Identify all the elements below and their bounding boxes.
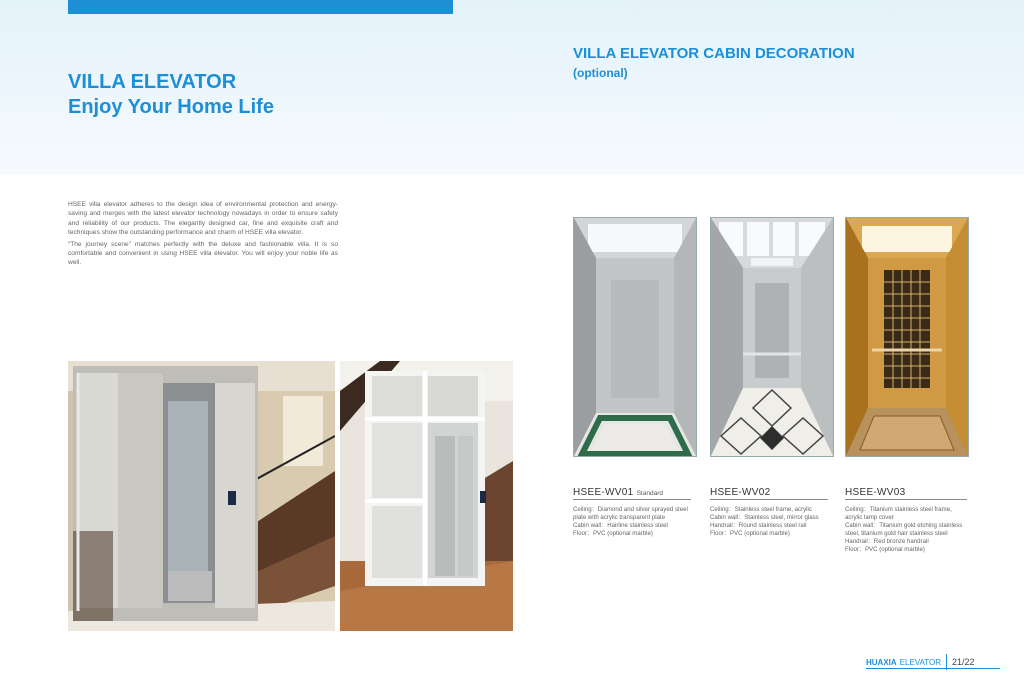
model-label-wv03 xyxy=(845,487,906,498)
model-name-wv01: HSEE-WV01 xyxy=(573,487,634,498)
model-name-wv02: HSEE-WV02 xyxy=(710,487,771,498)
spec-list-wv01 xyxy=(573,506,688,538)
title-line-1: VILLA ELEVATOR xyxy=(68,71,237,93)
cabin-image-wv02 xyxy=(710,217,834,457)
top-accent-bar xyxy=(68,0,453,14)
model-note-standard: Standard xyxy=(636,490,663,497)
spec-line: Cabin wall：Stainless steel, mirror glass xyxy=(710,513,819,521)
spec-line: Handrail：Red bronze handrail xyxy=(845,537,929,545)
page-number: 21/22 xyxy=(952,657,975,667)
cabin-image-wv03 xyxy=(845,217,969,457)
spec-line: Cabin wall：Hairline stainless steel xyxy=(573,521,668,529)
intro-paragraph-1: HSEE villa elevator adheres to the design idea of environmental protection and energy-saving and merges with the latest elevator technology nowadays in order to ensure safety and reliability of our products. The elegantly designed car, fine and exquisite craft and techniques show the outstanding performance and charm of HSEE villa elevator. xyxy=(68,201,338,237)
spec-line: plate with acrylic transparent plate xyxy=(573,513,666,521)
section-title xyxy=(573,44,855,82)
footer-brand-suffix: ELEVATOR xyxy=(899,657,942,667)
spec-line: steel, titanium gold hair stainless steel xyxy=(845,529,948,537)
cabin-image-wv01 xyxy=(573,217,697,457)
spec-line: acrylic lamp cover xyxy=(845,513,894,521)
spec-line: Cabin wall：Titanium gold etching stainless xyxy=(845,521,963,529)
footer-rule xyxy=(866,668,1000,669)
model-name-wv03: HSEE-WV03 xyxy=(845,487,906,498)
model-label-wv01 xyxy=(573,487,663,498)
spec-line: Floor：PVC (optional marble) xyxy=(710,529,790,537)
spec-line: Floor：PVC (optional marble) xyxy=(573,529,653,537)
spec-list-wv03 xyxy=(845,506,962,553)
spec-line: Ceiling：Diamond and silver sprayed steel xyxy=(573,506,688,513)
footer-brand: HUAXIA xyxy=(866,657,897,667)
villa-elevator-photo-2 xyxy=(340,361,513,631)
spec-line: Handrail：Round stainless steel rail xyxy=(710,521,807,529)
model-underline-wv01 xyxy=(573,499,691,500)
intro-paragraph-2: “The journey scene” matches perfectly with the deluxe and fashionable villa. It is so comfortable and convenient in using HSEE villa elevator. You will enjoy your noble life as well. xyxy=(68,240,338,267)
spec-line: Floor：PVC (optional marble) xyxy=(845,545,925,553)
spec-list-wv02 xyxy=(710,506,819,538)
model-label-wv02 xyxy=(710,487,771,498)
model-underline-wv03 xyxy=(845,499,967,500)
model-underline-wv02 xyxy=(710,499,828,500)
villa-elevator-photo-1 xyxy=(68,361,335,631)
title-line-2: Enjoy Your Home Life xyxy=(68,96,274,118)
spec-line: Ceiling：Stainless steel frame, acrylic xyxy=(710,506,812,513)
intro-text xyxy=(68,200,338,270)
section-title-line-2: (optional) xyxy=(573,66,628,80)
page-title xyxy=(68,70,274,120)
spec-line: Ceiling：Titanium stainless steel frame, xyxy=(845,506,952,513)
section-title-line-1: VILLA ELEVATOR CABIN DECORATION xyxy=(573,45,855,62)
